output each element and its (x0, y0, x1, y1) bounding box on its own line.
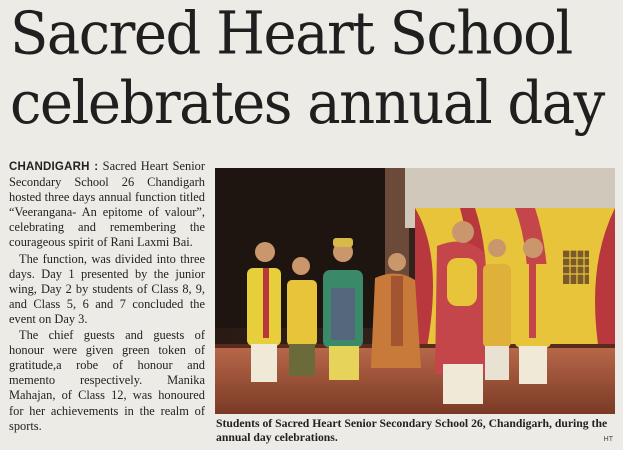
photo-caption: Students of Sacred Heart Senior Secondary School 26, Chandigarh, during the annual day celebrations. (216, 417, 608, 444)
dateline: CHANDIGARH : (9, 161, 99, 173)
paragraph-1-text: Sacred Heart Senior Secondary School 26 Chandigarh hosted three days annual function titled “Veerangana- An epitome of valour”, celebrating and remembering the courageous spirit of Rani Laxmi Bai. (9, 159, 205, 250)
headline (10, 0, 620, 139)
paragraph-2: The function, was divided into three days. Day 1 presented by the junior wing, Day 2 by students of Class 8, 9, and Class 5, 6 and 7 concluded the event on Day 3. (9, 251, 205, 326)
article-body (9, 159, 205, 434)
paragraph-3: The chief guests and guests of honour were given green token of gratitude,a robe of honour and memento respectively. Manika Mahajan, of Class 12, was honoured for her achievements in the realm of sports. (9, 328, 205, 433)
photo-credit: HT (603, 436, 613, 443)
paragraph-1 (9, 159, 205, 251)
stage-performance-photo (215, 168, 615, 414)
headline-line-2: celebrates annual day (10, 69, 604, 138)
headline-line-1: Sacred Heart School (10, 0, 572, 69)
